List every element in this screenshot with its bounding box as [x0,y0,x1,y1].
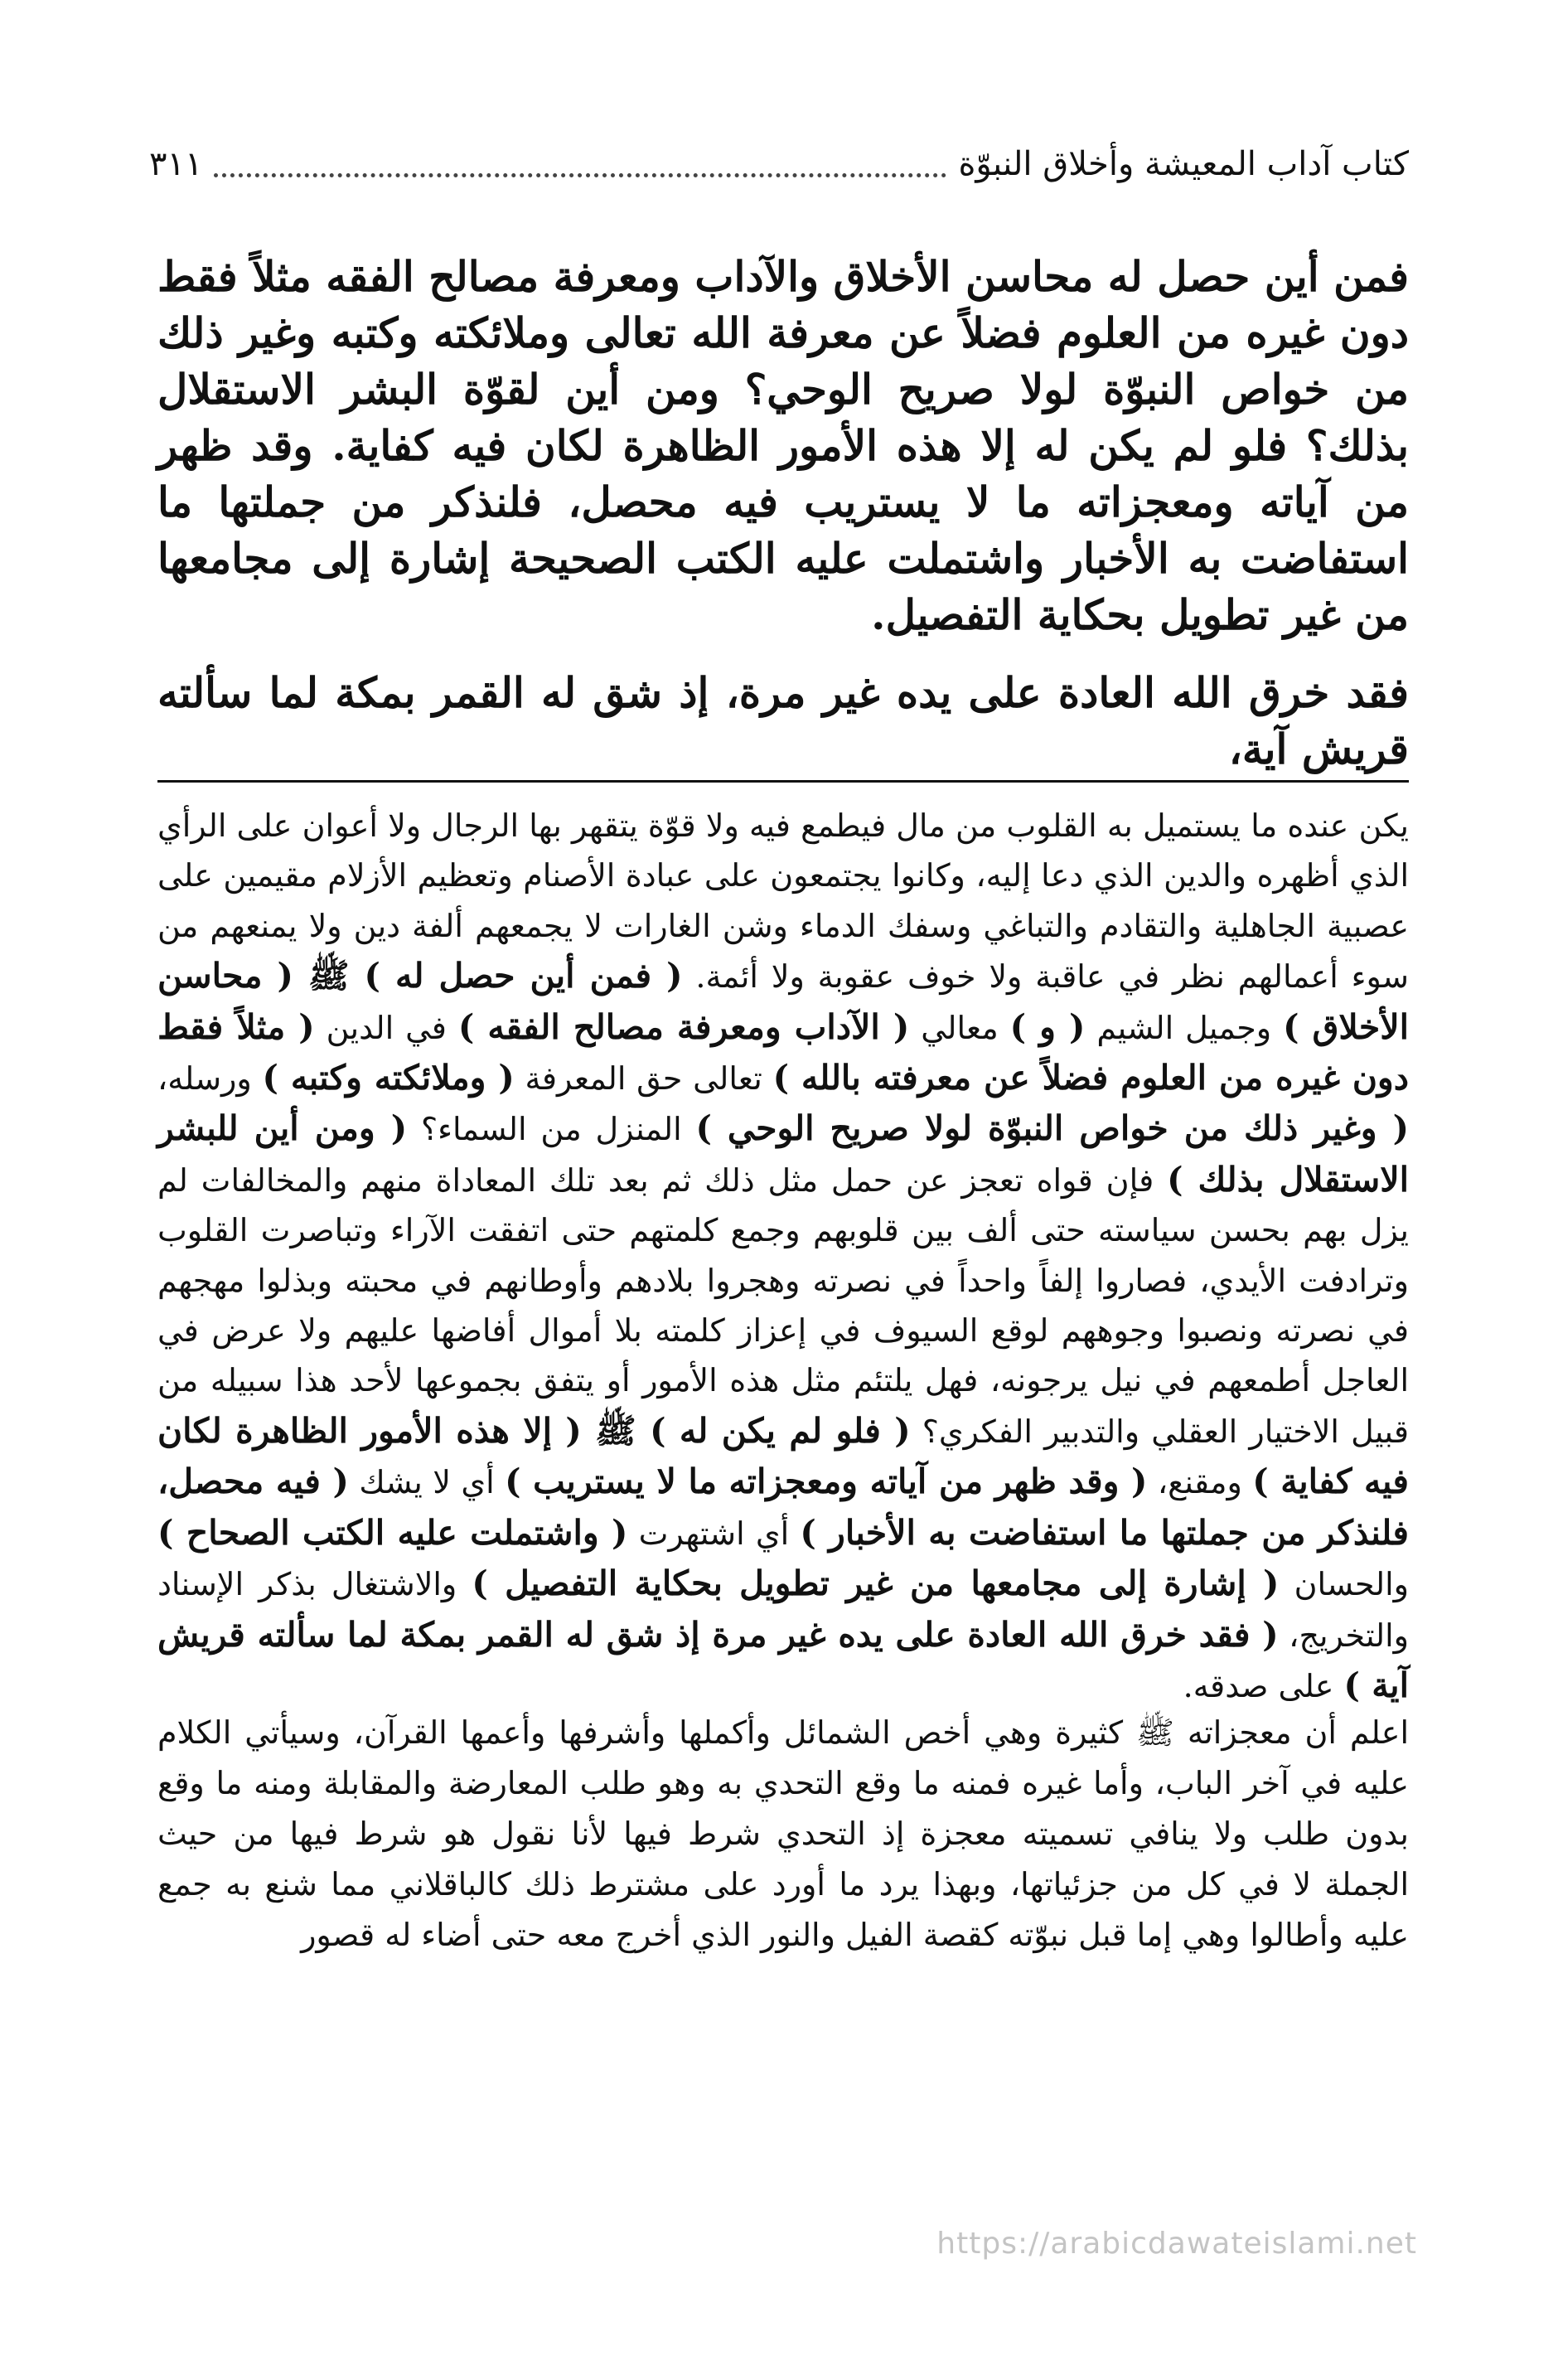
commentary-text: يكن عنده ما يستميل به القلوب من مال فيطمع فيه ولا قوّة يتقهر بها الرجال ولا أعوان على الرأي الذي أظهره والدين الذي دعا إليه، وكانوا يجتمعون على عبادة الأصنام وتعظيم الأزلام مقيمين على عصبية الجاهلية والتقادم والتباغي وسفك الدماء وشن الغارات لا يجمعهم ألفة دين ولا يمنعهم من سوء أعمالهم نظر في عاقبة ولا خوف عقوبة ولا أئمة. [157,807,1409,996]
chapter-title: كتاب آداب المعيشة وأخلاق النبوّة [958,145,1409,183]
quoted-main-text: ( إشارة إلى مجامعها من غير تطويل بحكاية التفصيل ) [472,1563,1280,1604]
commentary-text: معالي [909,1009,1010,1046]
commentary-text: أي لا يشك [348,1464,506,1501]
commentary-text: والاشتغال بذكر الإسناد والتخريج، [157,1566,1410,1654]
main-paragraph: فقد خرق الله العادة على يده غير مرة، إذ شق له القمر بمكة لما سألته قريش آية، [157,668,1409,773]
commentary-text: في الدين [314,1009,458,1046]
quoted-main-text: ( ومن أين للبشر الاستقلال بذلك ) [157,1108,1410,1200]
running-header [149,139,1409,189]
quoted-main-text: ( وقد ظهر من آياته ومعجزاته ما لا يستريب ) [505,1461,1148,1502]
quoted-main-text: ( فلو لم يكن له ) ﷺ ( إلا هذه الأمور الظاهرة لكان فيه كفاية ) [157,1410,1409,1502]
commentary-block [157,801,1409,1711]
quoted-main-text: ( و ) [1009,1006,1086,1047]
commentary-text: المنزل من السماء؟ [407,1111,696,1148]
quoted-main-text: ( الآداب ومعرفة مصالح الفقه ) [457,1006,910,1047]
quoted-main-text: ( فمن أين حصل له ) ﷺ ( محاسن الأخلاق ) [157,956,1409,1047]
commentary-text: ورسله، [157,1060,263,1098]
commentary-text: ومقنع، [1147,1464,1253,1501]
footnote-divider [157,780,1409,783]
main-paragraph: فمن أين حصل له محاسن الأخلاق والآداب ومعرفة مصالح الفقه مثلاً فقط دون غيره من العلوم فضلاً عن معرفة الله تعالى وملائكته وكتبه وغير ذلك من خواص النبوّة لولا صريح الوحي؟ ومن أين لقوّة البشر الاستقلال بذلك؟ فلو لم يكن له إلا هذه الأمور الظاهرة لكان فيه كفاية. وقد ظهر من آياته ومعجزاته ما لا يستريب فيه محصل، فلنذكر من جملتها ما استفاضت به الأخبار واشتملت عليه الكتب الصحيحة إشارة إلى مجامعها من غير تطويل بحكاية التفصيل. [157,252,1409,639]
quoted-main-text: ( فيه محصل، فلنذكر من جملتها ما استفاضت به الأخبار ) [157,1461,1409,1553]
quoted-main-text: ( وغير ذلك من خواص النبوّة لولا صريح الوحي ) [695,1108,1409,1149]
watermark: https://arabicdawateislami.net [936,2227,1417,2261]
main-text-block [157,249,1409,778]
commentary-text: تعالى حق المعرفة [514,1060,773,1098]
quoted-main-text: ( مثلاً فقط دون غيره من العلوم فضلاً عن معرفته بالله ) [157,1006,1409,1098]
commentary-text: على صدقه. [1183,1667,1344,1704]
notes-paragraph: اعلم أن معجزاته ﷺ كثيرة وهي أخص الشمائل وأكملها وأشرفها وأعمها القرآن، وسيأتي الكلام عليه في آخر الباب، وأما غيره فمنه ما وقع التحدي به وهو طلب المعارضة والمقابلة ومنه ما وقع بدون طلب ولا ينافي تسميته معجزة إذ التحدي شرط فيها لأنا نقول هو شرط فيها من حيث الجملة لا في كل من جزئياتها، وبهذا يرد ما أورد على مشترط ذلك كالباقلاني مما شنع به جمع عليه وأطالوا وهي إما قبل نبوّته كقصة الفيل والنور الذي أخرج معه حتى أضاء له قصور [157,1714,1409,1953]
commentary-text: وجميل الشيم [1085,1009,1284,1046]
dot-leader [214,173,946,177]
quoted-main-text: ( واشتملت عليه الكتب الصحاح ) [157,1512,628,1553]
quoted-main-text: ( فقد خرق الله العادة على يده غير مرة إذ شق له القمر بمكة لما سألته قريش آية ) [157,1614,1409,1705]
quoted-main-text: ( وملائكته وكتبه ) [262,1058,515,1098]
notes-block [157,1708,1409,1961]
commentary-paragraph [157,801,1409,1711]
commentary-text: والحسان [1279,1566,1410,1603]
page-number: ٣١١ [149,145,203,183]
commentary-text: أي اشتهرت [627,1515,801,1552]
commentary-text: فإن قواه تعجز عن حمل مثل ذلك ثم بعد تلك المعاداة منهم والمخالفات لم يزل بهم بحسن سياسته حتى ألف بين قلوبهم وجمع كلمتهم حتى اتفقت الآراء وتباصرت القلوب وترادفت الأيدي، فصاروا إلفاً واحداً في نصرته وهجروا بلادهم وأوطانهم في محبته وبذلوا مهجهم في نصرته ونصبوا وجوههم لوقع السيوف في إعزاز كلمته بلا أموال أفاضها عليهم ولا عرض في العاجل أطمعهم في نيل يرجونه، فهل يلتئم مثل هذه الأمور أو يتفق بجموعها لأحد هذا سبيله من قبيل الاختيار العقلي والتدبير الفكري؟ [157,1161,1409,1450]
